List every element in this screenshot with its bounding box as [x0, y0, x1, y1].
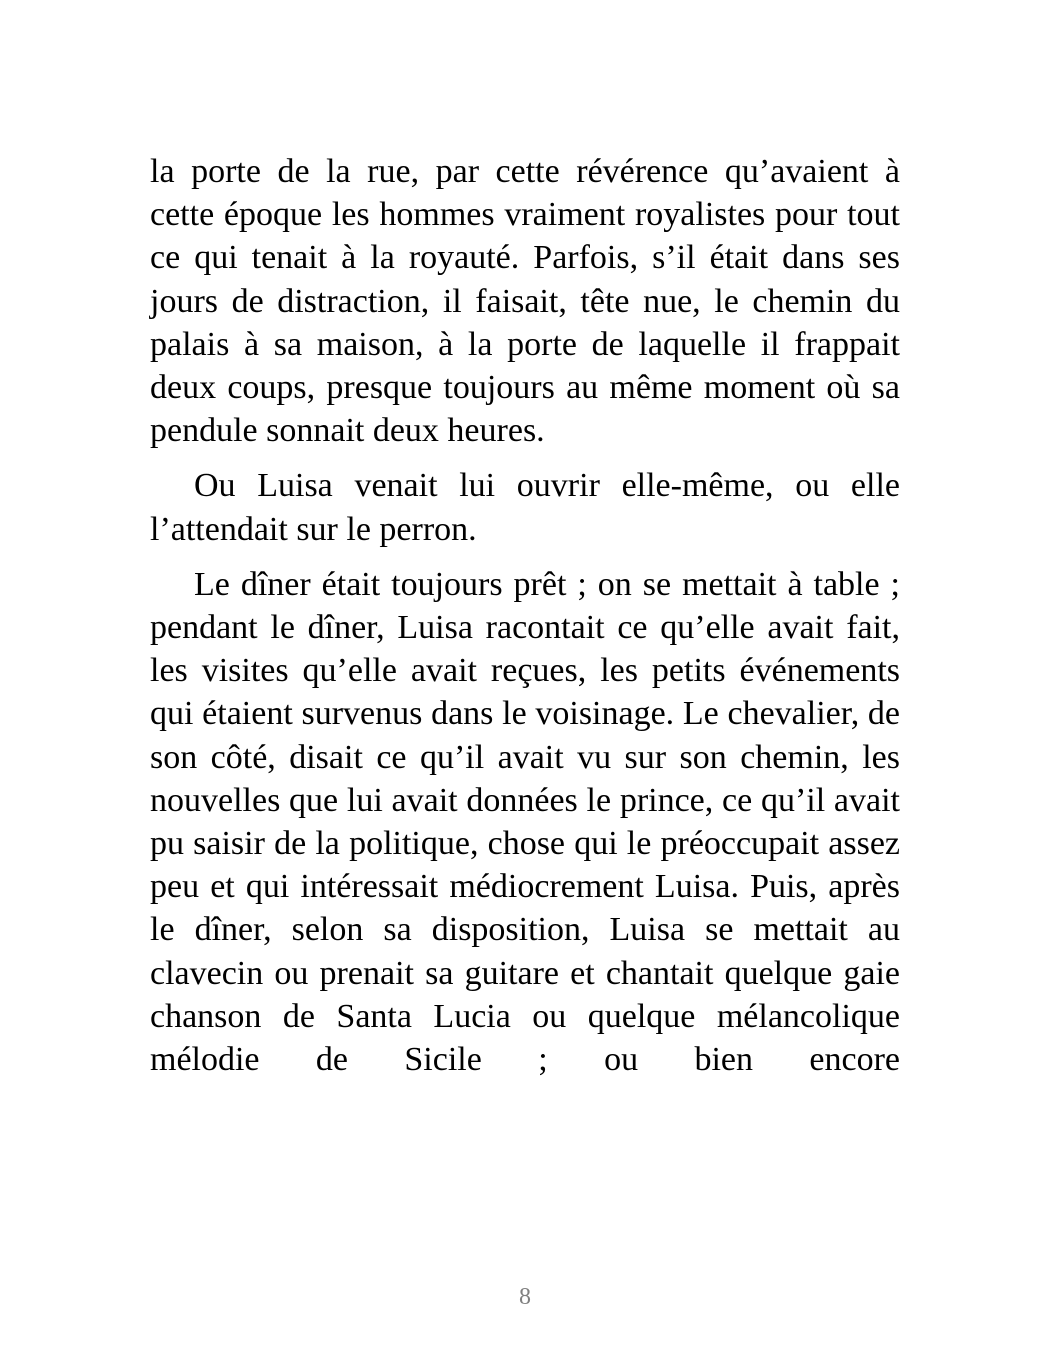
paragraph-2: Ou Luisa venait lui ouvrir elle-même, ou elle l’attendait sur le perron.	[150, 467, 900, 548]
page-body	[150, 150, 900, 1081]
paragraph-3: Le dîner était toujours prêt ; on se mettait à table ; pendant le dîner, Luisa racontait ce qu’elle avait fait, les visites qu’elle avait reçues, les petits événements qui étaient survenus dans le voisinage. Le chevalier, de son côté, disait ce qu’il avait vu sur son chemin, les nouvelles que lui avait données le prince, ce qu’il avait pu saisir de la politique, chose qui le préoccupait assez peu et qui intéressait médiocrement Luisa. Puis, après le dîner, selon sa disposition, Luisa se mettait au clavecin ou prenait sa guitare et chantait quelque gaie chanson de Santa Lucia ou quelque mélancolique mélodie de Sicile ; ou bien encore	[150, 565, 900, 1079]
paragraph-1: la porte de la rue, par cette révérence qu’avaient à cette époque les hommes vraiment royalistes pour tout ce qui tenait à la royauté. Parfois, s’il était dans ses jours de distraction, il faisait, tête nue, le chemin du palais à sa maison, à la porte de laquelle il frappait deux coups, presque toujours au même moment où sa pendule sonnait deux heures.	[150, 153, 900, 450]
page-number: 8	[519, 1284, 531, 1310]
